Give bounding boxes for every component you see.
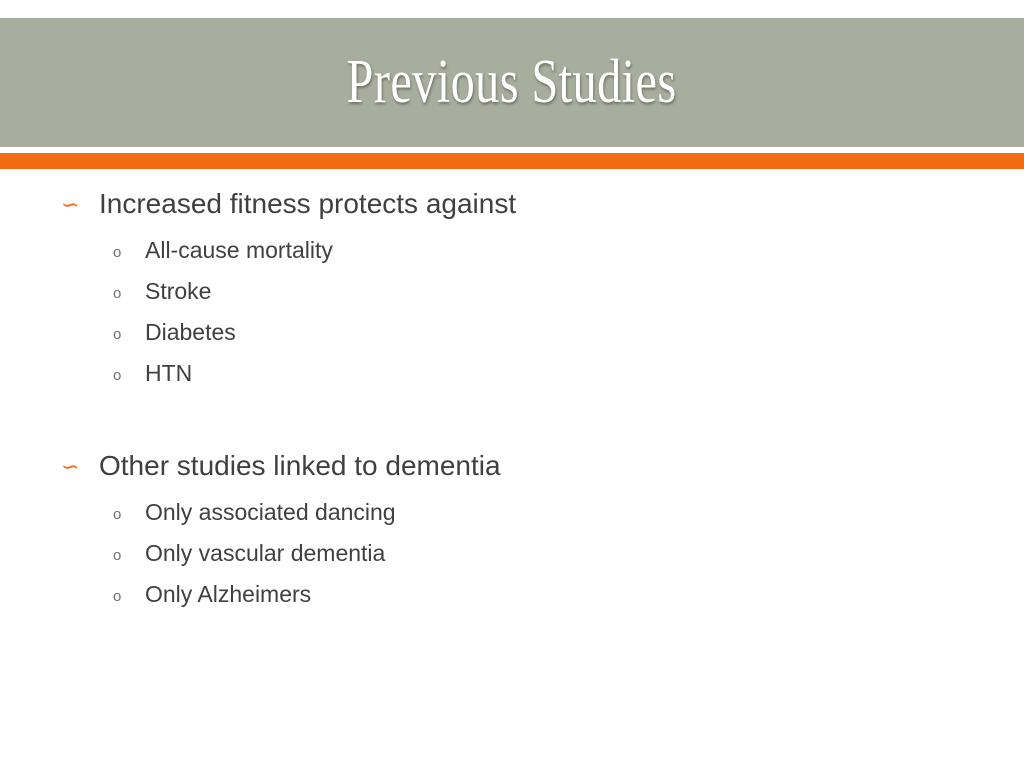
sub-item-text: All-cause mortality xyxy=(145,237,333,263)
bullet-text: Other studies linked to dementia xyxy=(99,450,501,481)
sub-item xyxy=(113,319,236,346)
circle-bullet-icon: o xyxy=(113,244,122,261)
bullet-item-fitness xyxy=(61,188,516,220)
circle-bullet-icon: o xyxy=(113,285,122,302)
bullet-swirl-icon: ∽ xyxy=(61,455,80,480)
sub-item-text: Only vascular dementia xyxy=(145,540,386,566)
circle-bullet-icon: o xyxy=(113,506,122,523)
circle-bullet-icon: o xyxy=(113,547,122,564)
bullet-item-dementia xyxy=(61,450,501,482)
bullet-swirl-icon: ∽ xyxy=(61,193,80,218)
sub-item-text: Diabetes xyxy=(145,319,236,345)
sub-item xyxy=(113,237,333,264)
sub-item xyxy=(113,278,211,305)
sub-item xyxy=(113,499,396,526)
sub-item-text: Stroke xyxy=(145,278,212,304)
sub-item-text: Only associated dancing xyxy=(145,499,396,525)
circle-bullet-icon: o xyxy=(113,326,122,343)
bullet-text: Increased fitness protects against xyxy=(99,188,517,219)
sub-item xyxy=(113,581,311,608)
circle-bullet-icon: o xyxy=(113,367,122,384)
sub-item-text: HTN xyxy=(145,360,193,386)
sub-item xyxy=(113,360,192,387)
slide-title: Previous Studies xyxy=(346,48,678,116)
sub-item-text: Only Alzheimers xyxy=(145,581,312,607)
circle-bullet-icon: o xyxy=(113,588,122,605)
sub-item xyxy=(113,540,385,567)
